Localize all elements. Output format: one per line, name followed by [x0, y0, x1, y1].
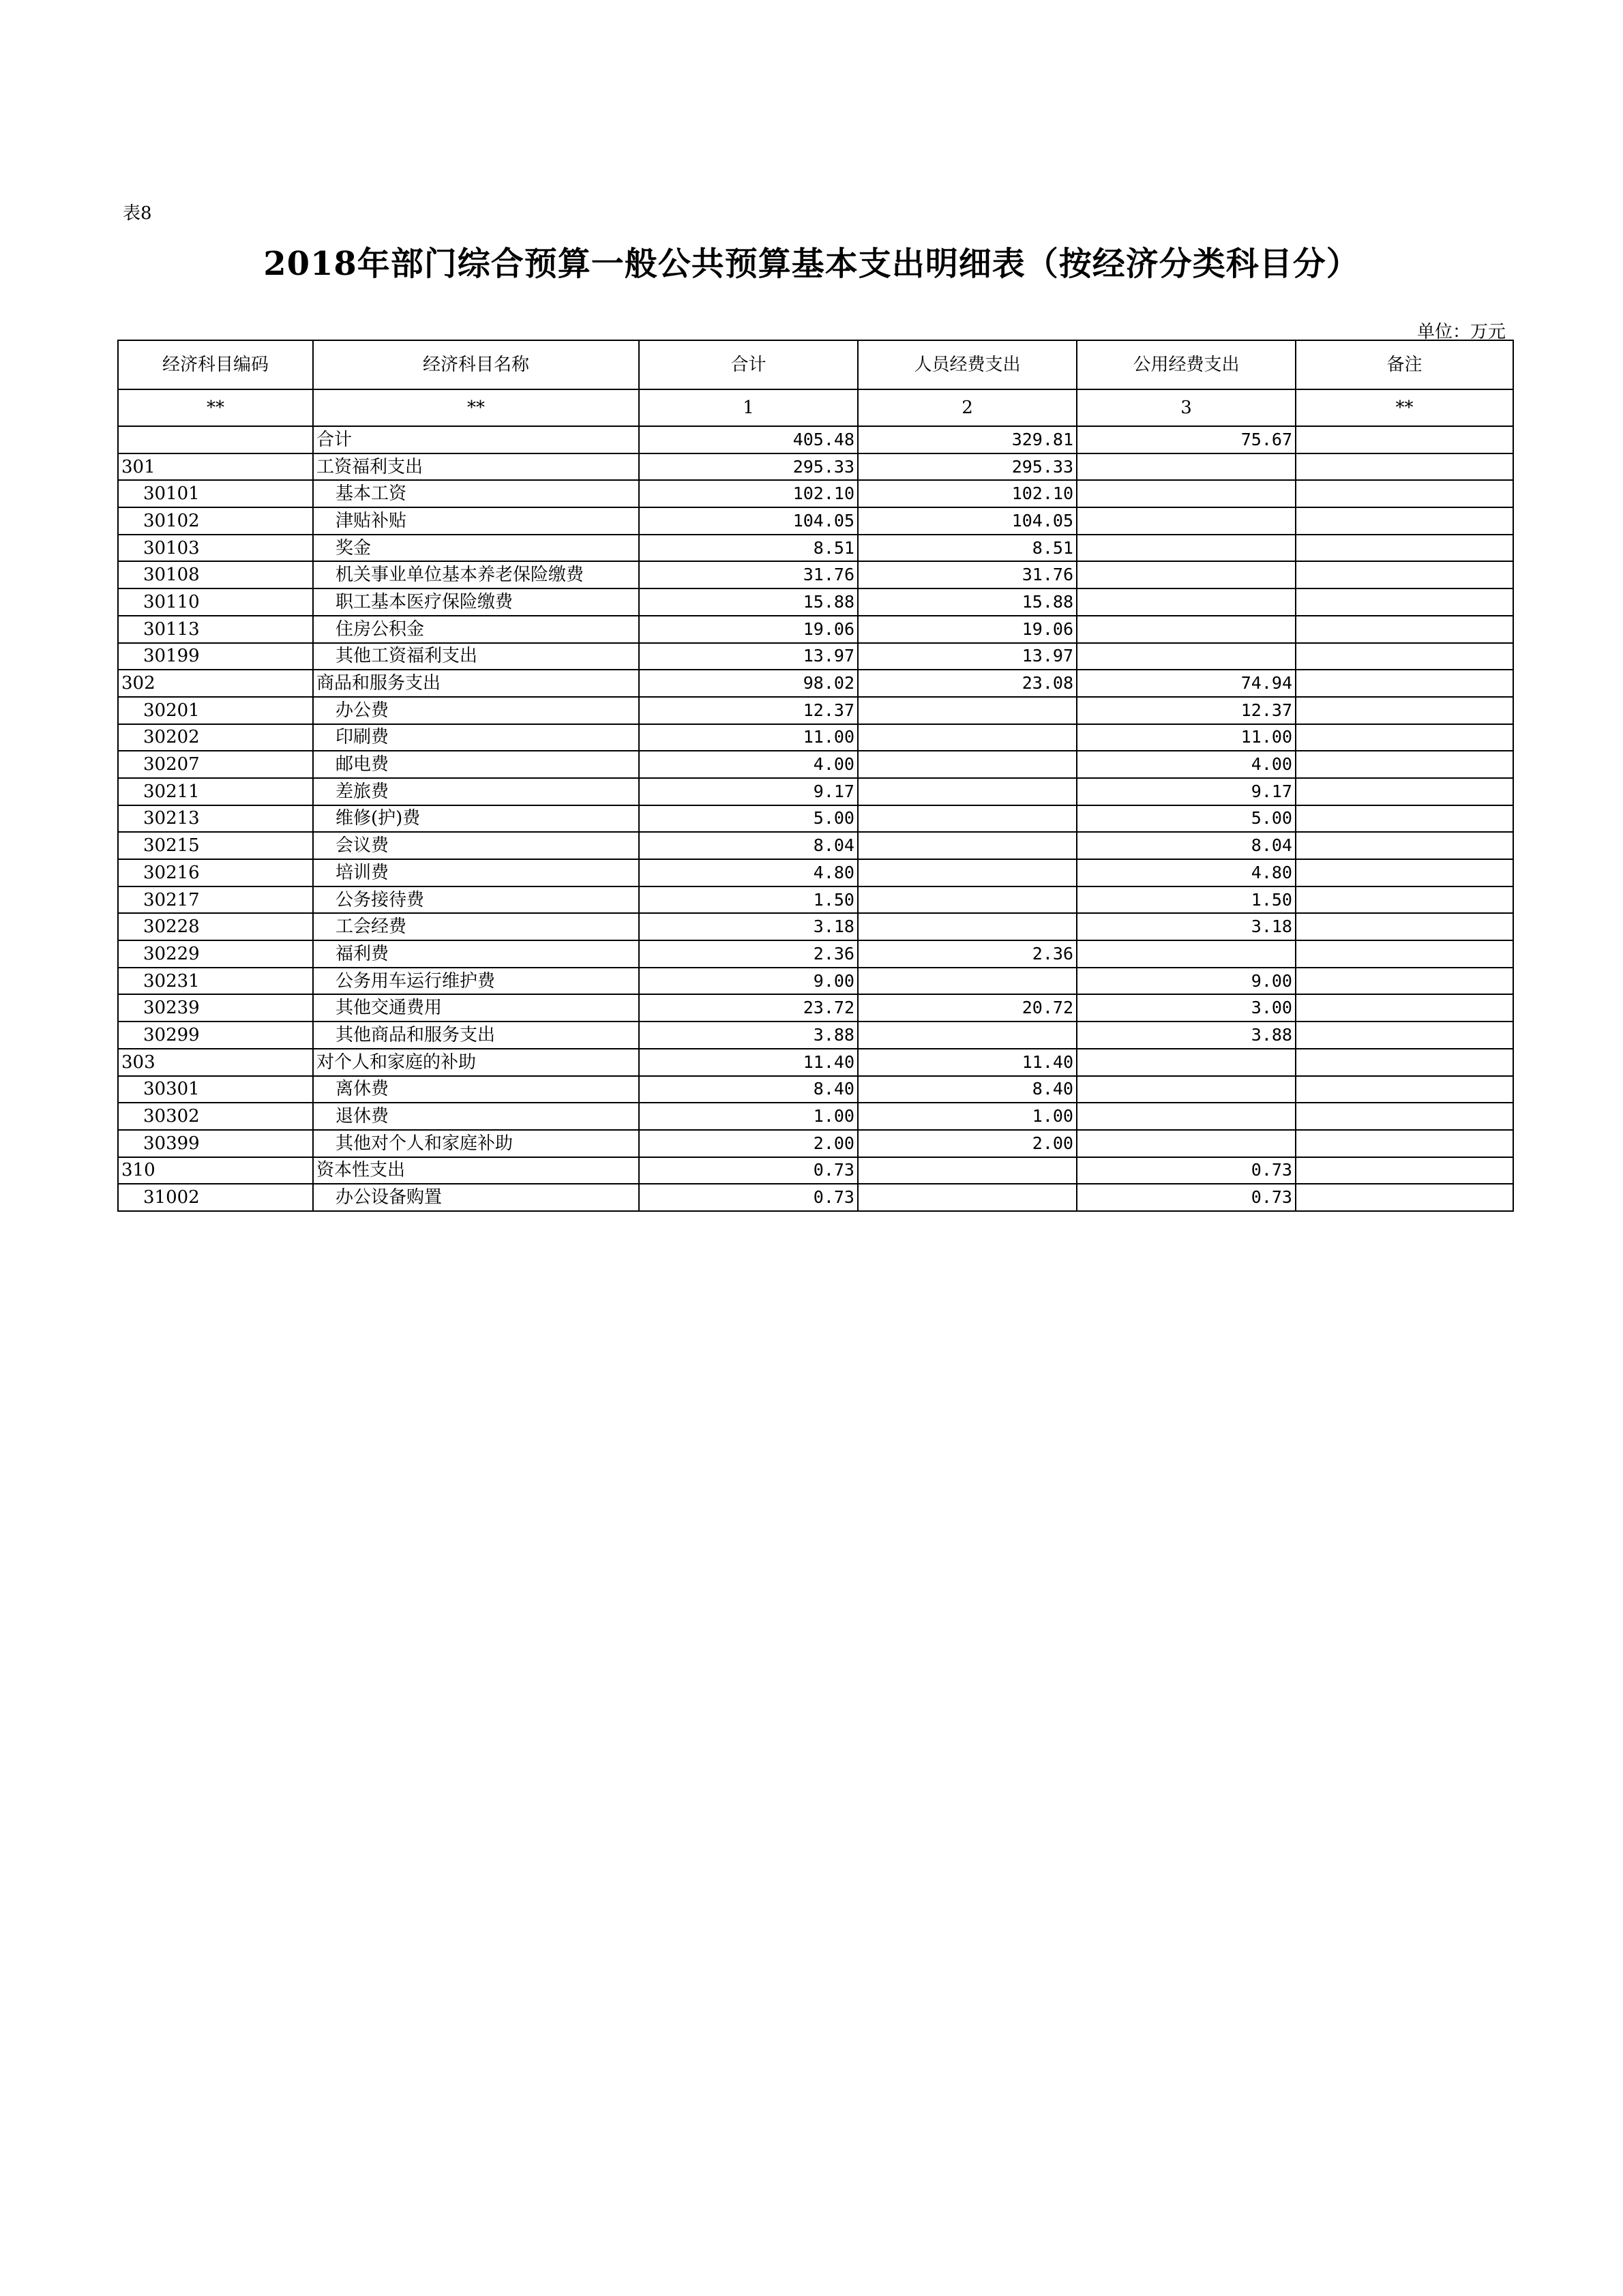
row-name: 职工基本医疗保险缴费 — [313, 588, 639, 616]
row-personnel — [858, 1157, 1077, 1184]
table-row — [118, 670, 1513, 697]
row-name: 基本工资 — [313, 480, 639, 507]
table-row — [118, 426, 1513, 453]
table-row — [118, 1184, 1513, 1211]
row-name: 公务接待费 — [313, 886, 639, 914]
table-row — [118, 616, 1513, 643]
row-personnel — [858, 913, 1077, 940]
table-row — [118, 535, 1513, 562]
row-note — [1296, 778, 1513, 805]
table-row — [118, 1130, 1513, 1157]
row-personnel — [858, 1022, 1077, 1049]
row-total: 1.00 — [639, 1103, 858, 1130]
row-name: 差旅费 — [313, 778, 639, 805]
row-total: 19.06 — [639, 616, 858, 643]
row-total: 2.36 — [639, 940, 858, 968]
row-code: 30108 — [118, 561, 313, 588]
row-total: 5.00 — [639, 805, 858, 833]
row-code: 31002 — [118, 1184, 313, 1211]
row-total: 295.33 — [639, 453, 858, 481]
row-personnel: 15.88 — [858, 588, 1077, 616]
index-total: 1 — [639, 389, 858, 426]
row-personnel: 1.00 — [858, 1103, 1077, 1130]
row-note — [1296, 535, 1513, 562]
row-personnel: 23.08 — [858, 670, 1077, 697]
table-row — [118, 1022, 1513, 1049]
row-public: 75.67 — [1077, 426, 1296, 453]
row-name: 奖金 — [313, 535, 639, 562]
row-note — [1296, 507, 1513, 535]
row-code: 30228 — [118, 913, 313, 940]
row-note — [1296, 643, 1513, 670]
row-total: 12.37 — [639, 697, 858, 724]
row-note — [1296, 697, 1513, 724]
row-total: 3.88 — [639, 1022, 858, 1049]
table-row — [118, 805, 1513, 833]
row-public: 3.00 — [1077, 994, 1296, 1022]
row-note — [1296, 670, 1513, 697]
table-row — [118, 1076, 1513, 1103]
row-public: 9.00 — [1077, 968, 1296, 995]
row-total: 9.17 — [639, 778, 858, 805]
table-row — [118, 453, 1513, 481]
row-note — [1296, 588, 1513, 616]
row-code: 30211 — [118, 778, 313, 805]
row-public — [1077, 643, 1296, 670]
row-total: 104.05 — [639, 507, 858, 535]
row-name: 办公设备购置 — [313, 1184, 639, 1211]
row-public: 0.73 — [1077, 1157, 1296, 1184]
row-code: 30201 — [118, 697, 313, 724]
row-name: 对个人和家庭的补助 — [313, 1049, 639, 1076]
row-name: 其他对个人和家庭补助 — [313, 1130, 639, 1157]
row-public: 3.18 — [1077, 913, 1296, 940]
row-code: 30101 — [118, 480, 313, 507]
table-row — [118, 724, 1513, 751]
row-note — [1296, 561, 1513, 588]
row-note — [1296, 859, 1513, 886]
table-row — [118, 940, 1513, 968]
row-code: 30213 — [118, 805, 313, 833]
row-total: 4.80 — [639, 859, 858, 886]
row-public — [1077, 535, 1296, 562]
row-public — [1077, 1049, 1296, 1076]
row-code: 303 — [118, 1049, 313, 1076]
row-name: 工会经费 — [313, 913, 639, 940]
row-public: 4.80 — [1077, 859, 1296, 886]
row-public: 8.04 — [1077, 832, 1296, 859]
index-public: 3 — [1077, 389, 1296, 426]
row-name: 印刷费 — [313, 724, 639, 751]
row-personnel: 8.51 — [858, 535, 1077, 562]
row-code: 301 — [118, 453, 313, 481]
row-note — [1296, 1184, 1513, 1211]
row-public — [1077, 480, 1296, 507]
row-name: 津贴补贴 — [313, 507, 639, 535]
header-note: 备注 — [1296, 340, 1513, 389]
row-note — [1296, 1130, 1513, 1157]
row-note — [1296, 480, 1513, 507]
header-name: 经济科目名称 — [313, 340, 639, 389]
row-note — [1296, 751, 1513, 778]
row-personnel: 20.72 — [858, 994, 1077, 1022]
row-personnel — [858, 859, 1077, 886]
table-row — [118, 968, 1513, 995]
row-name: 其他工资福利支出 — [313, 643, 639, 670]
row-personnel: 11.40 — [858, 1049, 1077, 1076]
table-row — [118, 1157, 1513, 1184]
row-code: 30102 — [118, 507, 313, 535]
row-name: 办公费 — [313, 697, 639, 724]
row-personnel — [858, 886, 1077, 914]
row-personnel — [858, 778, 1077, 805]
row-code: 302 — [118, 670, 313, 697]
index-personnel: 2 — [858, 389, 1077, 426]
header-public: 公用经费支出 — [1077, 340, 1296, 389]
row-public: 0.73 — [1077, 1184, 1296, 1211]
budget-table — [117, 340, 1514, 1212]
table-number-label: 表8 — [123, 203, 152, 224]
row-note — [1296, 1157, 1513, 1184]
row-personnel — [858, 724, 1077, 751]
header-row — [118, 340, 1513, 389]
row-code: 310 — [118, 1157, 313, 1184]
row-total: 4.00 — [639, 751, 858, 778]
row-name: 资本性支出 — [313, 1157, 639, 1184]
row-name: 工资福利支出 — [313, 453, 639, 481]
row-code — [118, 426, 313, 453]
row-public: 4.00 — [1077, 751, 1296, 778]
row-personnel: 8.40 — [858, 1076, 1077, 1103]
row-note — [1296, 913, 1513, 940]
row-public: 12.37 — [1077, 697, 1296, 724]
row-name: 离休费 — [313, 1076, 639, 1103]
row-personnel: 2.36 — [858, 940, 1077, 968]
row-note — [1296, 426, 1513, 453]
row-public — [1077, 1076, 1296, 1103]
row-note — [1296, 1049, 1513, 1076]
row-code: 30110 — [118, 588, 313, 616]
row-name: 其他交通费用 — [313, 994, 639, 1022]
table-row — [118, 832, 1513, 859]
row-total: 13.97 — [639, 643, 858, 670]
row-public — [1077, 940, 1296, 968]
row-note — [1296, 1076, 1513, 1103]
row-name: 维修(护)费 — [313, 805, 639, 833]
row-name: 会议费 — [313, 832, 639, 859]
row-code: 30207 — [118, 751, 313, 778]
header-personnel: 人员经费支出 — [858, 340, 1077, 389]
row-note — [1296, 805, 1513, 833]
index-code: ** — [118, 389, 313, 426]
row-public: 3.88 — [1077, 1022, 1296, 1049]
row-code: 30302 — [118, 1103, 313, 1130]
row-total: 0.73 — [639, 1157, 858, 1184]
index-row — [118, 389, 1513, 426]
row-note — [1296, 453, 1513, 481]
row-code: 30199 — [118, 643, 313, 670]
row-total: 1.50 — [639, 886, 858, 914]
row-total: 11.00 — [639, 724, 858, 751]
table-row — [118, 751, 1513, 778]
row-personnel: 13.97 — [858, 643, 1077, 670]
row-public: 74.94 — [1077, 670, 1296, 697]
header-code: 经济科目编码 — [118, 340, 313, 389]
row-name: 住房公积金 — [313, 616, 639, 643]
row-public — [1077, 1103, 1296, 1130]
row-name: 机关事业单位基本养老保险缴费 — [313, 561, 639, 588]
row-total: 8.40 — [639, 1076, 858, 1103]
row-personnel — [858, 751, 1077, 778]
row-note — [1296, 1103, 1513, 1130]
row-public: 5.00 — [1077, 805, 1296, 833]
row-name: 福利费 — [313, 940, 639, 968]
table-row — [118, 588, 1513, 616]
row-total: 8.51 — [639, 535, 858, 562]
row-name: 公务用车运行维护费 — [313, 968, 639, 995]
row-public: 9.17 — [1077, 778, 1296, 805]
row-personnel — [858, 1184, 1077, 1211]
row-total: 2.00 — [639, 1130, 858, 1157]
row-public: 1.50 — [1077, 886, 1296, 914]
row-note — [1296, 940, 1513, 968]
row-name: 培训费 — [313, 859, 639, 886]
table-row — [118, 994, 1513, 1022]
row-public — [1077, 453, 1296, 481]
row-note — [1296, 968, 1513, 995]
row-public — [1077, 616, 1296, 643]
row-code: 30103 — [118, 535, 313, 562]
row-code: 30301 — [118, 1076, 313, 1103]
row-public — [1077, 588, 1296, 616]
row-name: 其他商品和服务支出 — [313, 1022, 639, 1049]
row-note — [1296, 994, 1513, 1022]
row-public — [1077, 561, 1296, 588]
row-note — [1296, 1022, 1513, 1049]
row-total: 31.76 — [639, 561, 858, 588]
row-personnel: 329.81 — [858, 426, 1077, 453]
row-total: 102.10 — [639, 480, 858, 507]
row-code: 30239 — [118, 994, 313, 1022]
row-personnel — [858, 697, 1077, 724]
table-row — [118, 859, 1513, 886]
row-note — [1296, 616, 1513, 643]
table-row — [118, 1103, 1513, 1130]
index-name: ** — [313, 389, 639, 426]
row-code: 30231 — [118, 968, 313, 995]
header-total: 合计 — [639, 340, 858, 389]
table-row — [118, 561, 1513, 588]
table-row — [118, 778, 1513, 805]
row-personnel — [858, 968, 1077, 995]
row-name: 邮电费 — [313, 751, 639, 778]
row-name: 商品和服务支出 — [313, 670, 639, 697]
row-personnel: 104.05 — [858, 507, 1077, 535]
table-body — [118, 426, 1513, 1211]
row-public — [1077, 1130, 1296, 1157]
table-row — [118, 886, 1513, 914]
row-total: 23.72 — [639, 994, 858, 1022]
row-name: 退休费 — [313, 1103, 639, 1130]
row-total: 98.02 — [639, 670, 858, 697]
row-total: 8.04 — [639, 832, 858, 859]
row-personnel: 2.00 — [858, 1130, 1077, 1157]
table-row — [118, 507, 1513, 535]
row-code: 30215 — [118, 832, 313, 859]
row-code: 30216 — [118, 859, 313, 886]
table-row — [118, 643, 1513, 670]
table-row — [118, 1049, 1513, 1076]
row-personnel: 31.76 — [858, 561, 1077, 588]
table-row — [118, 480, 1513, 507]
row-note — [1296, 886, 1513, 914]
row-total: 11.40 — [639, 1049, 858, 1076]
row-personnel: 19.06 — [858, 616, 1077, 643]
row-total: 0.73 — [639, 1184, 858, 1211]
row-total: 405.48 — [639, 426, 858, 453]
row-personnel: 102.10 — [858, 480, 1077, 507]
row-note — [1296, 724, 1513, 751]
row-public — [1077, 507, 1296, 535]
index-note: ** — [1296, 389, 1513, 426]
row-total: 9.00 — [639, 968, 858, 995]
row-code: 30399 — [118, 1130, 313, 1157]
row-code: 30217 — [118, 886, 313, 914]
row-personnel — [858, 805, 1077, 833]
row-code: 30113 — [118, 616, 313, 643]
row-code: 30202 — [118, 724, 313, 751]
table-row — [118, 913, 1513, 940]
row-total: 3.18 — [639, 913, 858, 940]
row-code: 30299 — [118, 1022, 313, 1049]
row-code: 30229 — [118, 940, 313, 968]
row-note — [1296, 832, 1513, 859]
row-personnel — [858, 832, 1077, 859]
row-name: 合计 — [313, 426, 639, 453]
row-public: 11.00 — [1077, 724, 1296, 751]
row-personnel: 295.33 — [858, 453, 1077, 481]
document-title: 2018年部门综合预算一般公共预算基本支出明细表（按经济分类科目分） — [263, 245, 1360, 283]
unit-label: 单位：万元 — [1416, 322, 1506, 342]
table-row — [118, 697, 1513, 724]
row-total: 15.88 — [639, 588, 858, 616]
